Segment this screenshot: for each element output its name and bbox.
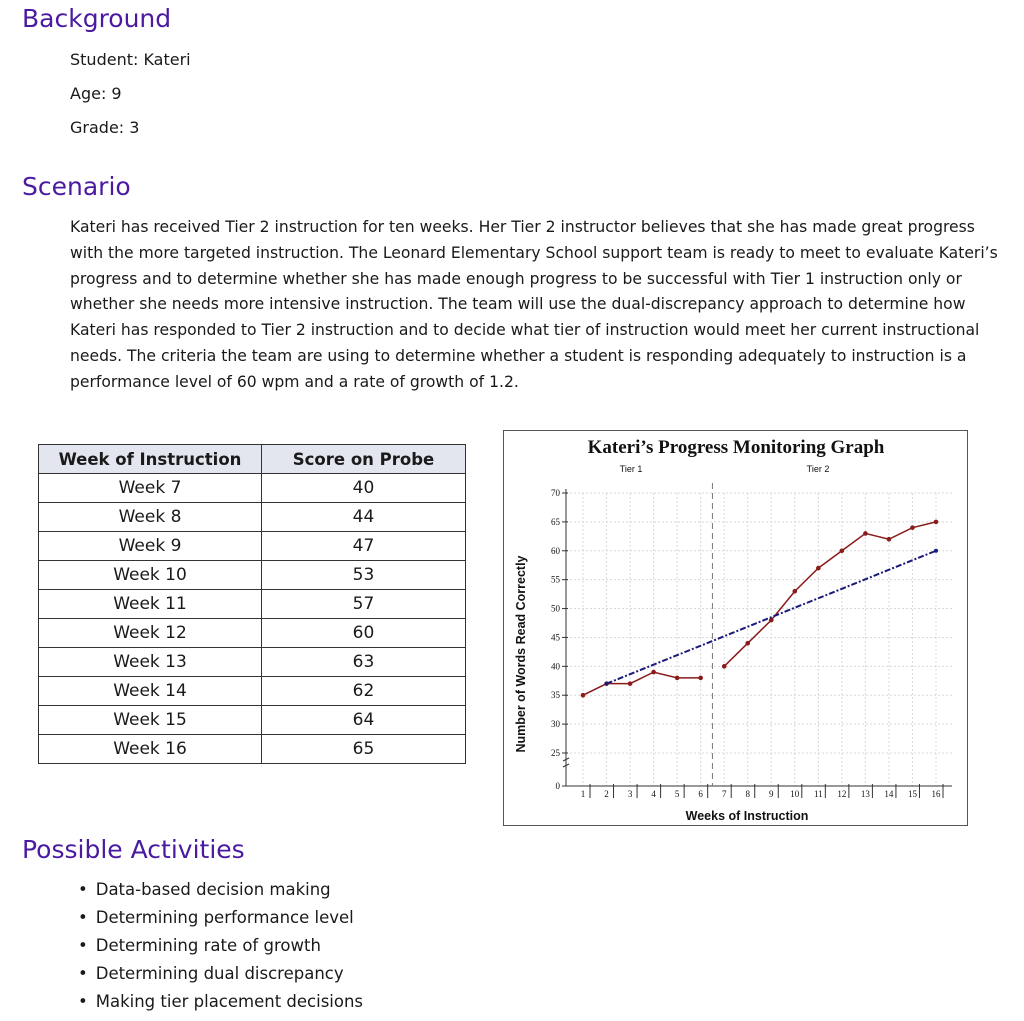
score-cell: 63: [262, 648, 466, 677]
data-point: [934, 520, 939, 525]
student-name: Student: Kateri: [70, 50, 191, 69]
week-cell: Week 12: [39, 619, 262, 648]
y-tick-label: 0: [555, 781, 560, 791]
x-tick-label: 14: [884, 789, 894, 799]
data-point: [675, 676, 680, 681]
week-cell: Week 14: [39, 677, 262, 706]
column-header-score: Score on Probe: [262, 445, 466, 474]
score-cell: 57: [262, 590, 466, 619]
table-row: [39, 590, 466, 619]
aim-point: [934, 549, 938, 553]
data-point: [816, 566, 821, 571]
x-tick-label: 5: [674, 789, 680, 799]
x-tick-label: 8: [745, 789, 750, 799]
x-tick-label: 12: [837, 789, 847, 799]
y-tick-label: 50: [551, 603, 560, 614]
data-point: [840, 548, 845, 553]
score-line: [583, 672, 701, 695]
week-cell: Week 11: [39, 590, 262, 619]
list-item: • Determining performance level: [78, 904, 363, 932]
score-cell: 53: [262, 561, 466, 590]
data-point: [745, 641, 750, 646]
list-item: • Data-based decision making: [78, 876, 363, 904]
y-axis-label: Number of Words Read Correctly: [514, 555, 528, 753]
data-point: [887, 537, 892, 542]
data-point: [628, 681, 633, 686]
data-point: [769, 618, 774, 623]
list-item: • Making tier placement decisions: [78, 988, 363, 1016]
data-point: [910, 525, 915, 530]
y-tick-label: 30: [551, 719, 560, 730]
table-row: [39, 648, 466, 677]
data-point: [793, 589, 798, 594]
x-tick-label: 6: [698, 789, 703, 799]
column-header-week: Week of Instruction: [39, 445, 262, 474]
y-tick-label: 25: [551, 748, 560, 758]
x-tick-label: 16: [931, 789, 941, 799]
week-cell: Week 10: [39, 561, 262, 590]
activities-heading: Possible Activities: [22, 835, 245, 864]
x-tick-label: 15: [907, 789, 917, 799]
table-row: [39, 706, 466, 735]
y-tick-label: 40: [551, 661, 560, 672]
score-cell: 47: [262, 532, 466, 561]
x-tick-label: 3: [627, 789, 633, 799]
table-row: [39, 735, 466, 764]
table-row: [39, 503, 466, 532]
table-row: [39, 561, 466, 590]
student-grade: Grade: 3: [70, 118, 140, 137]
x-tick-label: 10: [790, 789, 800, 799]
chart-title: Kateri’s Progress Monitoring Graph: [587, 437, 885, 458]
aim-point: [605, 682, 609, 686]
activities-list: [78, 876, 363, 1016]
x-tick-label: 11: [813, 789, 823, 799]
table-row: [39, 474, 466, 503]
probe-score-table: [38, 444, 466, 764]
x-axis-label: Weeks of Instruction: [685, 809, 809, 823]
list-item: • Determining dual discrepancy: [78, 960, 363, 988]
y-tick-label: 65: [551, 516, 560, 527]
score-cell: 62: [262, 677, 466, 706]
x-tick-label: 7: [721, 789, 727, 799]
y-tick-label: 70: [551, 488, 560, 498]
list-item: • Determining rate of growth: [78, 932, 363, 960]
scenario-text: Kateri has received Tier 2 instruction for ten weeks. Her Tier 2 instructor believes that she has made great progress with the more targeted instruction. The Leonard Elementary School support team is ready to meet to evaluate Kateri’s progress and to determine whether she has made enough progress to be successful with Tier 1 instruction only or whether she needs more intensive instruction. The team will use the dual-discrepancy approach to determine how Kateri has responded to Tier 2 instruction and to decide what tier of instruction would meet her current instructional needs. The criteria the team are using to determine whether a student is responding adequately to instruction is a performance level of 60 wpm and a rate of growth of 1.2.: [70, 218, 998, 391]
week-cell: Week 15: [39, 706, 262, 735]
progress-monitoring-graph: [503, 430, 968, 826]
table-row: [39, 619, 466, 648]
score-cell: 60: [262, 619, 466, 648]
phase-label-tier2: Tier 2: [806, 464, 830, 474]
table-row: [39, 532, 466, 561]
student-age: Age: 9: [70, 84, 122, 103]
data-point: [651, 670, 656, 675]
week-cell: Week 8: [39, 503, 262, 532]
week-cell: Week 7: [39, 474, 262, 503]
score-cell: 64: [262, 706, 466, 735]
y-tick-label: 35: [551, 690, 560, 701]
x-tick-label: 13: [860, 789, 870, 799]
data-point: [581, 693, 586, 698]
data-point: [722, 664, 727, 669]
y-tick-label: 60: [551, 545, 560, 556]
score-cell: 65: [262, 735, 466, 764]
table-row: [39, 677, 466, 706]
x-tick-label: 2: [604, 789, 609, 799]
score-cell: 40: [262, 474, 466, 503]
week-cell: Week 13: [39, 648, 262, 677]
table-header-row: [39, 445, 466, 474]
x-tick-label: 1: [580, 789, 586, 799]
data-point: [863, 531, 868, 536]
data-point: [698, 676, 703, 681]
week-cell: Week 9: [39, 532, 262, 561]
y-tick-label: 55: [551, 574, 560, 585]
progress-chart-svg: [504, 431, 967, 825]
y-tick-label: 45: [551, 632, 560, 643]
background-heading: Background: [22, 4, 172, 33]
scenario-heading: Scenario: [22, 172, 131, 201]
x-tick-label: 9: [769, 789, 774, 799]
score-cell: 44: [262, 503, 466, 532]
week-cell: Week 16: [39, 735, 262, 764]
x-tick-label: 4: [651, 789, 656, 799]
phase-label-tier1: Tier 1: [619, 464, 643, 474]
